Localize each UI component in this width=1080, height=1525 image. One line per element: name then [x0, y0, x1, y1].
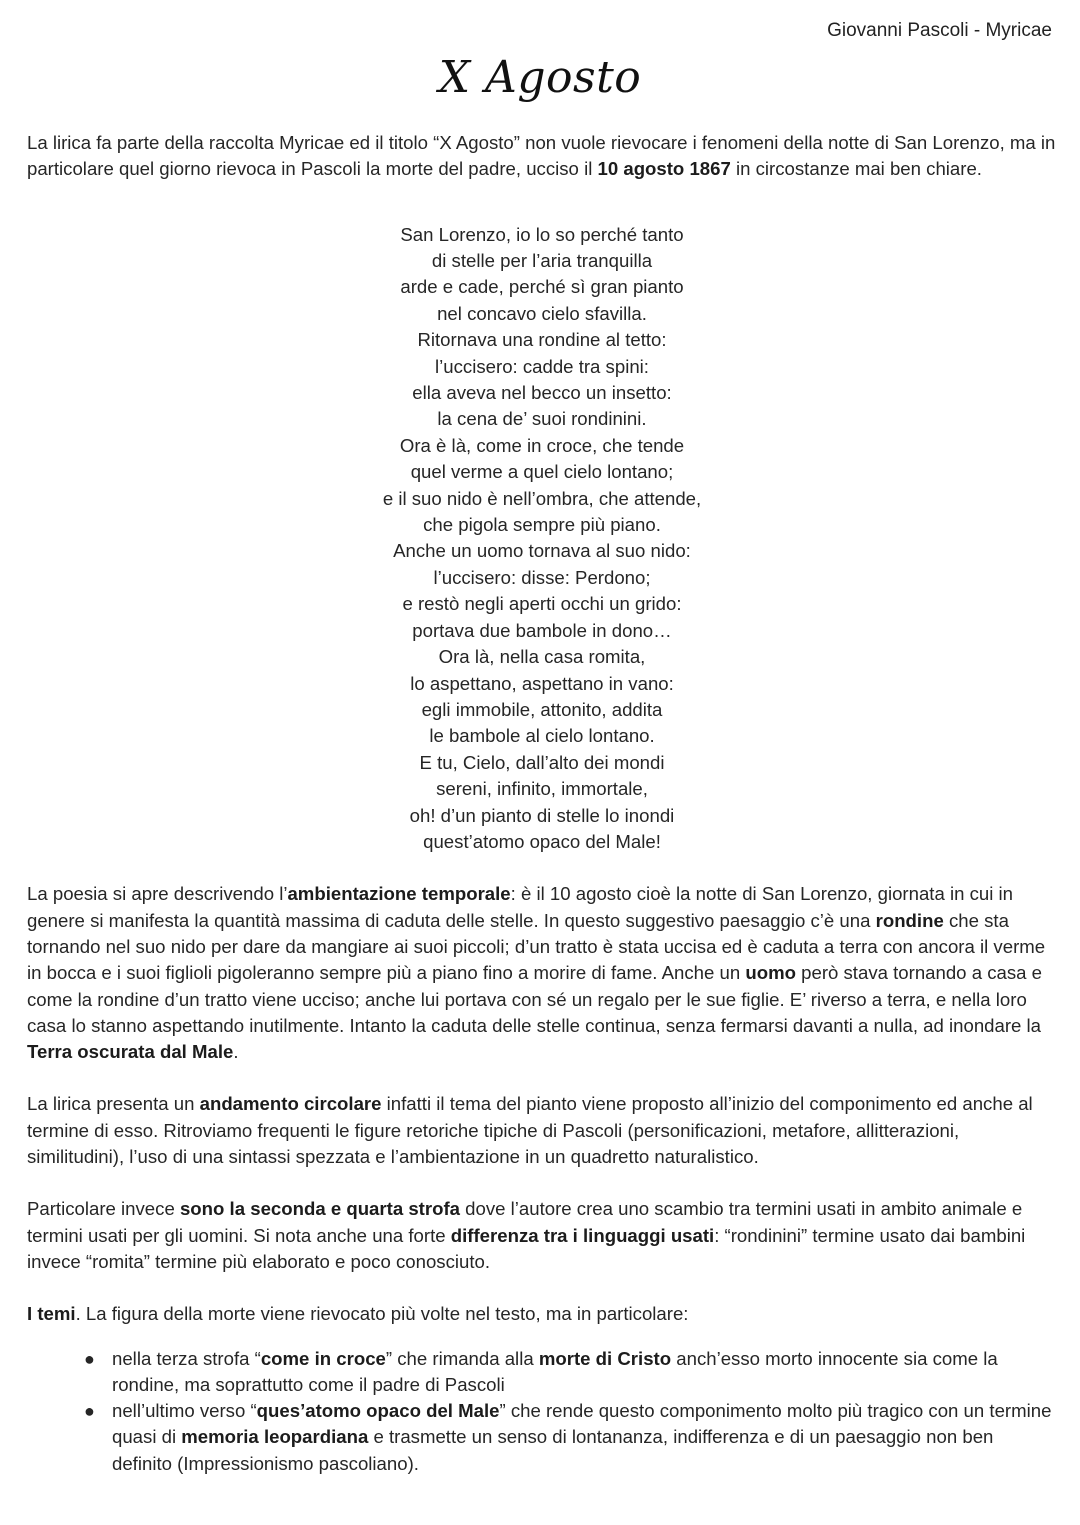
analysis-paragraph-language	[27, 1196, 1057, 1275]
poem	[27, 222, 1057, 856]
themes-intro	[27, 1301, 1057, 1327]
poem-verse: e restò negli aperti occhi un grido:	[402, 593, 682, 615]
poem-verse: arde e cade, perché sì gran pianto	[400, 276, 684, 298]
poem-verse: Anche un uomo tornava al suo nido:	[393, 540, 691, 562]
list-text: anch’esso morto innocente sia come la rondine, ma soprattutto come il padre di Pascoli	[112, 1347, 998, 1395]
list-text: ” che rimanda alla	[385, 1347, 539, 1369]
list-text: nella terza strofa “	[112, 1347, 261, 1369]
intro-paragraph	[27, 130, 1057, 183]
para-text: La lirica presenta un	[27, 1093, 200, 1115]
poem-verse: la cena de’ suoi rondinini.	[437, 408, 647, 430]
para-bold: ambientazione temporale	[287, 883, 511, 905]
para-bold: differenza tra i linguaggi usati	[450, 1224, 715, 1246]
poem-verse: le bambole al cielo lontano.	[429, 725, 655, 747]
themes-heading: I temi	[27, 1303, 76, 1325]
analysis-paragraph-structure	[27, 1091, 1057, 1170]
themes-list	[27, 1346, 1057, 1477]
para-text: che sta tornando nel suo nido per dare da mangiare ai suoi piccoli; d’un tratto è stata uccisa ed è caduta a terra con ancora il verme in bocca e i suoi figlioli pigoleranno sempre più a piano fino a morire di fame. Anche un	[27, 909, 1046, 984]
header-author: Giovanni Pascoli - Myricae	[827, 20, 1052, 41]
poem-verse: portava due bambole in dono…	[412, 619, 672, 641]
poem-verse: egli immobile, attonito, addita	[421, 698, 663, 720]
poem-verse: Ritornava una rondine al tetto:	[417, 329, 667, 351]
para-text: : è il 10 agosto cioè la notte di San Lorenzo, giornata in cui in genere si manifesta la quantità massima di caduta delle stelle. In questo suggestivo paesaggio c’è una	[27, 883, 1014, 931]
poem-verse: lo aspettano, aspettano in vano:	[410, 672, 674, 694]
analysis-paragraph-setting	[27, 881, 1057, 1065]
poem-verse: l’uccisero: cadde tra spini:	[435, 355, 649, 377]
poem-verse: San Lorenzo, io lo so perché tanto	[400, 223, 684, 245]
poem-verse: e il suo nido è nell’ombra, che attende,	[382, 487, 702, 509]
para-bold: rondine	[875, 909, 944, 931]
list-bold: memoria leopardiana	[181, 1426, 369, 1448]
list-text: e trasmette un senso di lontananza, indifferenza e di un paesaggio non ben definito (Impressionismo pascoliano).	[112, 1426, 994, 1474]
page-title: X Agosto	[438, 52, 642, 103]
para-bold: sono la seconda e quarta strofa	[179, 1198, 460, 1220]
para-text: La poesia si apre descrivendo l’	[27, 883, 288, 905]
bullet-icon: ●	[84, 1348, 95, 1369]
list-text: ” che rende questo componimento molto più tragico con un termine quasi di	[112, 1400, 1052, 1448]
para-text: dove l’autore crea uno scambio tra termini usati in ambito animale e termini usati per gli uomini. Si nota anche una forte	[27, 1198, 1023, 1246]
bullet-icon: ●	[84, 1401, 95, 1422]
list-bold: morte di Cristo	[538, 1347, 672, 1369]
para-text: : “rondinini” termine usato dai bambini invece “romita” termine più elaborato e poco conosciuto.	[27, 1224, 1026, 1272]
poem-verse: ella aveva nel becco un insetto:	[412, 382, 672, 404]
poem-verse: Ora è là, come in croce, che tende	[399, 434, 685, 456]
para-text: infatti il tema del pianto viene proposto all’inizio del componimento ed anche al termine di esso. Ritroviamo frequenti le figure retoriche tipiche di Pascoli (personificazioni, metafore, allitterazioni, similitudini), l’uso di una sintassi spezzata e l’ambientazione in un quadretto naturalistico.	[27, 1093, 1033, 1168]
poem-verse: oh! d’un pianto di stelle lo inondi	[409, 804, 675, 826]
para-bold: Terra oscurata dal Male	[27, 1041, 234, 1063]
para-text: .	[233, 1041, 239, 1063]
poem-verse: E tu, Cielo, dall’alto dei mondi	[419, 751, 665, 773]
poem-verse: quel verme a quel cielo lontano;	[410, 461, 674, 483]
list-item	[84, 1398, 1057, 1477]
poem-verse: l’uccisero: disse: Perdono;	[433, 566, 651, 588]
poem-verse: che pigola sempre più piano.	[423, 514, 661, 536]
para-text: però stava tornando a casa e come la rondine d’un tratto viene ucciso; anche lui portava con sé un regalo per le sue figlie. E’ riverso a terra, e nella loro casa lo stanno aspettando inutilmente. Intanto la caduta delle stelle continua, senza fermarsi davanti a nulla, ad inondare la	[27, 962, 1042, 1036]
para-bold: andamento circolare	[199, 1093, 382, 1115]
list-text: nell’ultimo verso “	[112, 1400, 257, 1422]
intro-text: La lirica fa parte della raccolta Myricae ed il titolo “X Agosto” non vuole rievocare i fenomeni della notte di San Lorenzo, ma in particolare quel giorno rievoca in Pascoli la morte del padre, ucciso il	[27, 132, 1056, 180]
poem-verse: nel concavo cielo sfavilla.	[437, 302, 647, 324]
list-bold: come in croce	[260, 1347, 386, 1369]
intro-date: 10 agosto 1867	[597, 158, 731, 180]
document-body	[27, 130, 1057, 1477]
poem-verse: Ora là, nella casa romita,	[438, 646, 646, 668]
poem-verse: quest’atomo opaco del Male!	[423, 830, 661, 852]
para-bold: uomo	[745, 962, 796, 984]
para-text: Particolare invece	[27, 1198, 180, 1220]
intro-text: in circostanze mai ben chiare.	[730, 158, 982, 180]
poem-verse: sereni, infinito, immortale,	[436, 778, 648, 800]
para-text: . La figura della morte viene rievocato più volte nel testo, ma in particolare:	[75, 1303, 689, 1325]
list-item	[84, 1346, 1057, 1399]
poem-verse: di stelle per l’aria tranquilla	[431, 250, 653, 271]
list-bold: ques’atomo opaco del Male	[256, 1400, 500, 1422]
